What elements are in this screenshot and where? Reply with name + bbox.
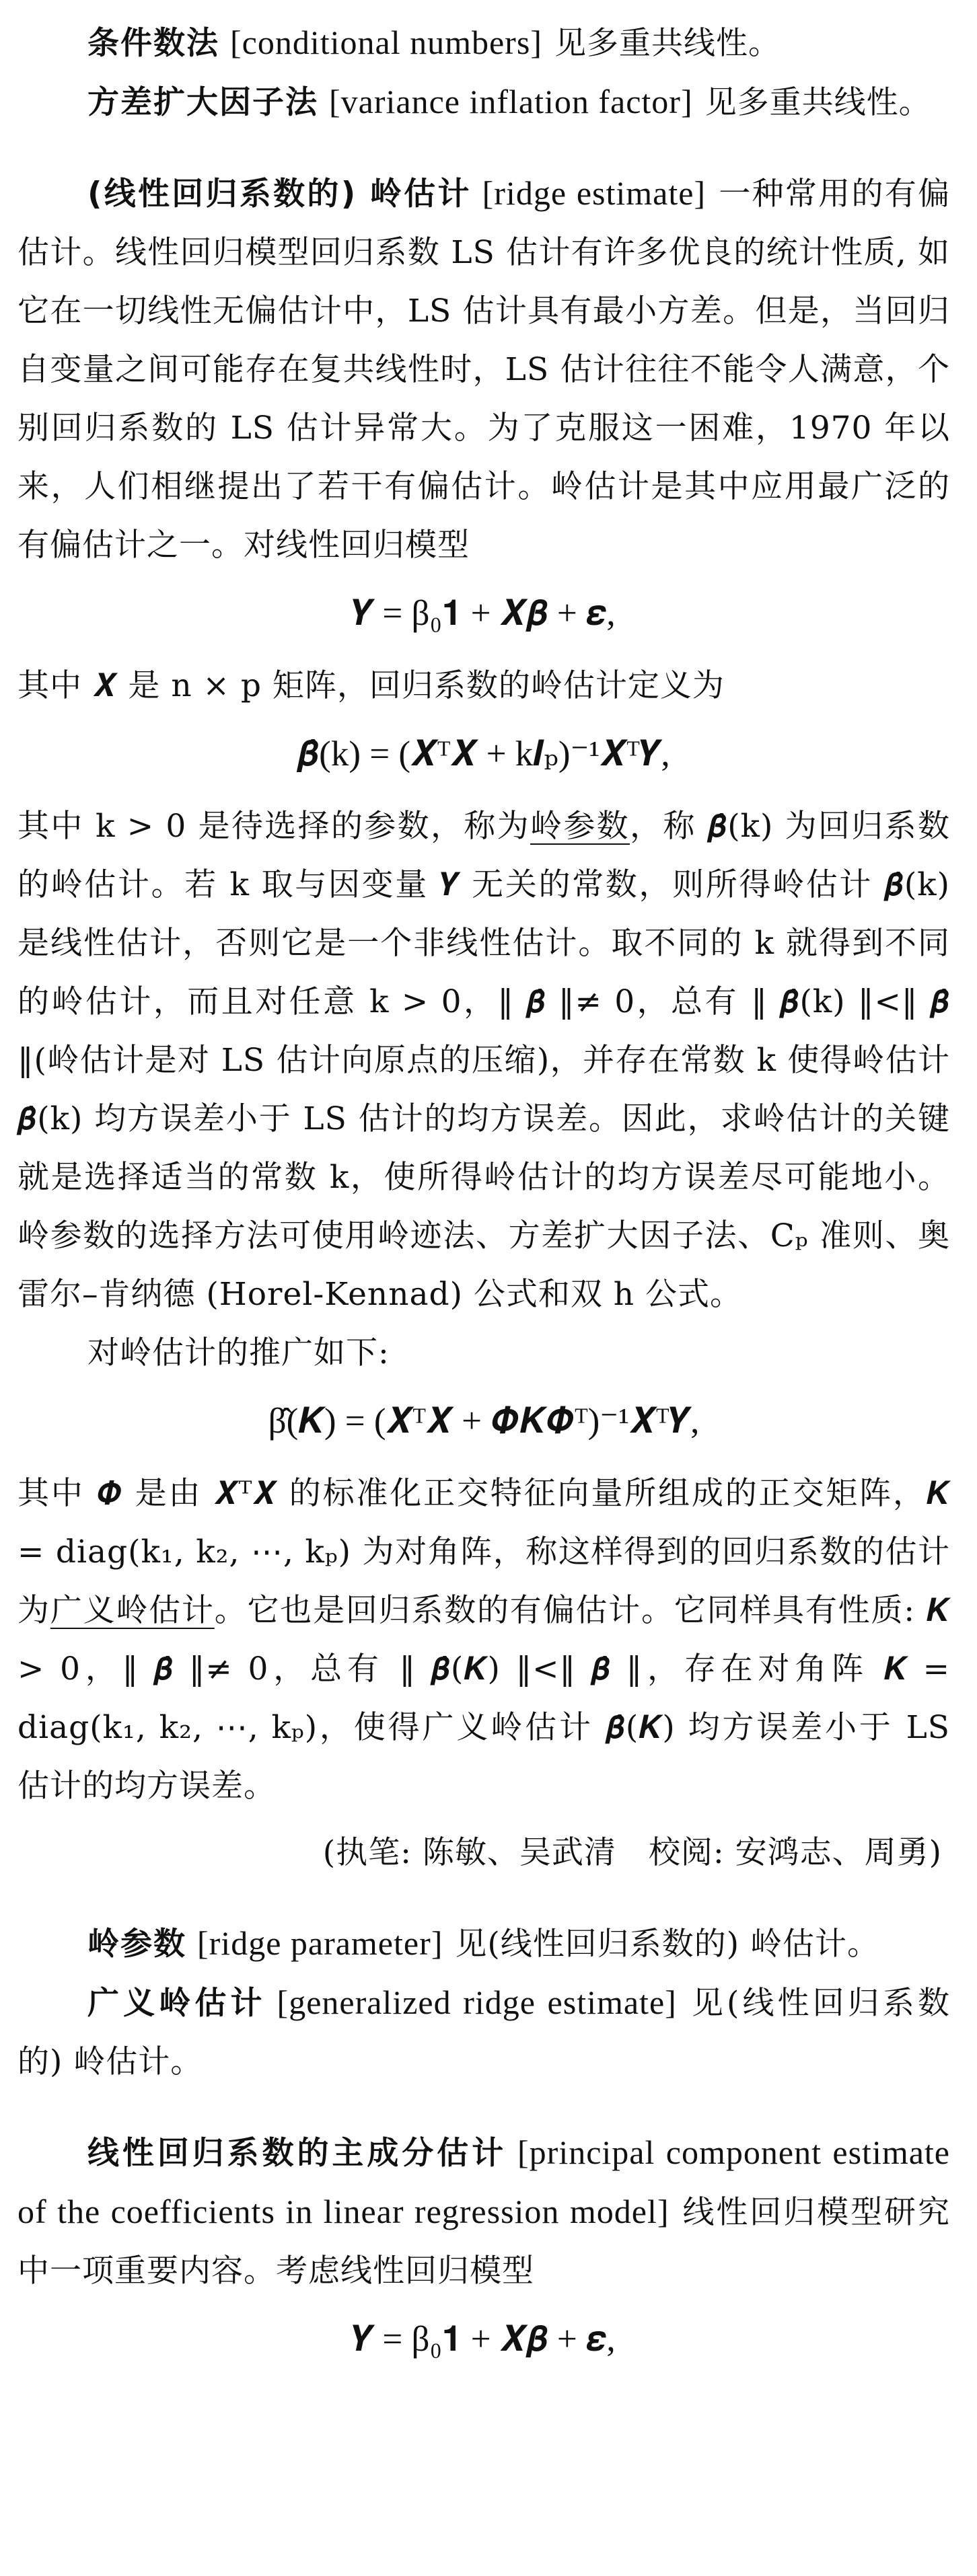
entry-ridge-parameter [17,1914,950,1973]
term-generalized-ridge: 广义岭估计 [50,1592,215,1629]
entry-headword: 条件数法 [87,25,219,62]
paragraph-generalized-ridge [17,1464,950,1815]
entry-body: 一种常用的有偏估计。线性回归模型回归系数 LS 估计有许多优良的统计性质, 如它在一切线性无偏估计中，LS 估计具有最小方差。但是，当回归自变量之间可能存在复共线性时，LS 估计往往不能令人满意，个别回归系数的 LS 估计异常大。为了克服这一困难，1970 年以来，人们相继提出了若干有偏估计。岭估计是其中应用最广泛的有偏估计之一。对线性回归模型 [17,176,951,564]
entry-conditional-numbers [17,13,950,73]
entry-headword: 岭参数 [87,1926,186,1963]
formula-linear-model: 𝒀 = β₀𝟏 + 𝑿𝜷 + 𝜺, [352,594,616,633]
entry-principal-component-estimate [17,2123,950,2300]
paragraph-text: 其中 k > 0 是待选择的参数，称为 [17,808,530,845]
entry-english-term: [ridge estimate] [482,174,707,212]
formula-generalized-ridge: β̂(𝑲) = (𝑿ᵀ𝑿 + 𝜱𝑲𝜱ᵀ)⁻¹𝑿ᵀ𝒀, [268,1402,700,1441]
paragraph-text: 其中 𝜱 是由 𝑿ᵀ𝑿 的标准化正交特征向量所组成的正交矩阵，𝑲 = diag(k₁, k₂, ⋯, kₚ) 为对角阵，称这样得到的回归系数的估计为 [17,1475,950,1629]
author-credit: (执笔: 陈敏、吴武清 校阅: 安鸿志、周勇) [322,1834,942,1871]
entry-english-term: [conditional numbers] [230,24,542,61]
paragraph-x-matrix: 其中 𝑿 是 n × p 矩阵，回归系数的岭估计定义为 [17,667,725,704]
entry-english-term: [variance inflation factor] [329,83,693,120]
entry-body: 见(线性回归系数的) 岭估计。 [17,1985,950,2080]
formula-linear-model-2: 𝒀 = β₀𝟏 + 𝑿𝜷 + 𝜺, [352,2320,616,2359]
paragraph-generalization-intro: 对岭估计的推广如下: [87,1334,390,1371]
entry-english-term: [principal component estimate of the coefficients in linear regression model] [17,2133,950,2230]
paragraph-text: 。它也是回归系数的有偏估计。它同样具有性质: 𝑲 > 0，‖ 𝜷̂ ‖≠ 0，总有 ‖ 𝜷̂(𝑲) ‖<‖ 𝜷̂ ‖，存在对角阵 𝑲 = diag(k₁, k₂, ⋯, kₚ)，使得广义岭估计 𝜷̂(𝑲) 均方误差小于 LS 估计的均方误差。 [17,1592,951,1805]
paragraph-text: ，称 𝜷̂(k) 为回归系数的岭估计。若 k 取与因变量 𝒀 无关的常数，则所得岭估计 𝜷̂(k) 是线性估计，否则它是一个非线性估计。取不同的 k 就得到不同的岭估计，而且对任意 k > 0，‖ 𝜷̂ ‖≠ 0，总有 ‖ 𝜷̂(k) ‖<‖ 𝜷̂ ‖(岭估计是对 LS 估计向原点的压缩)，并存在常数 k 使得岭估计 𝜷̂(k) 均方误差小于 LS 估计的均方误差。因此，求岭估计的关键就是选择适当的常数 k，使所得岭估计的均方误差尽可能地小。岭参数的选择方法可使用岭迹法、方差扩大因子法、Cₚ 准则、奥雷尔–肯纳德 (Horel-Kennad) 公式和双 h 公式。 [17,808,950,1313]
entry-headword: 方差扩大因子法 [87,84,318,121]
entry-english-term: [ridge parameter] [197,1924,443,1962]
term-ridge-parameter: 岭参数 [530,808,630,845]
entry-body: 见多重共线性。 [554,25,781,62]
entry-headword: (线性回归系数的) 岭估计 [87,176,472,213]
paragraph-ridge-parameter [17,797,950,1324]
entry-ridge-estimate [17,164,950,574]
entry-variance-inflation-factor [17,73,950,132]
entry-generalized-ridge-estimate [17,1973,950,2091]
entry-body: 见(线性回归系数的) 岭估计。 [455,1926,880,1963]
entry-english-term: [generalized ridge estimate] [277,1983,677,2021]
entry-body: 见多重共线性。 [704,84,931,121]
entry-headword: 广义岭估计 [87,1985,266,2022]
entry-headword: 线性回归系数的主成分估计 [87,2135,507,2172]
formula-ridge-estimate: 𝜷̂(k) = (𝑿ᵀ𝑿 + k𝑰ₚ)⁻¹𝑿ᵀ𝒀, [297,734,670,773]
entry-body: 线性回归模型研究中一项重要内容。考虑线性回归模型 [17,2194,950,2289]
